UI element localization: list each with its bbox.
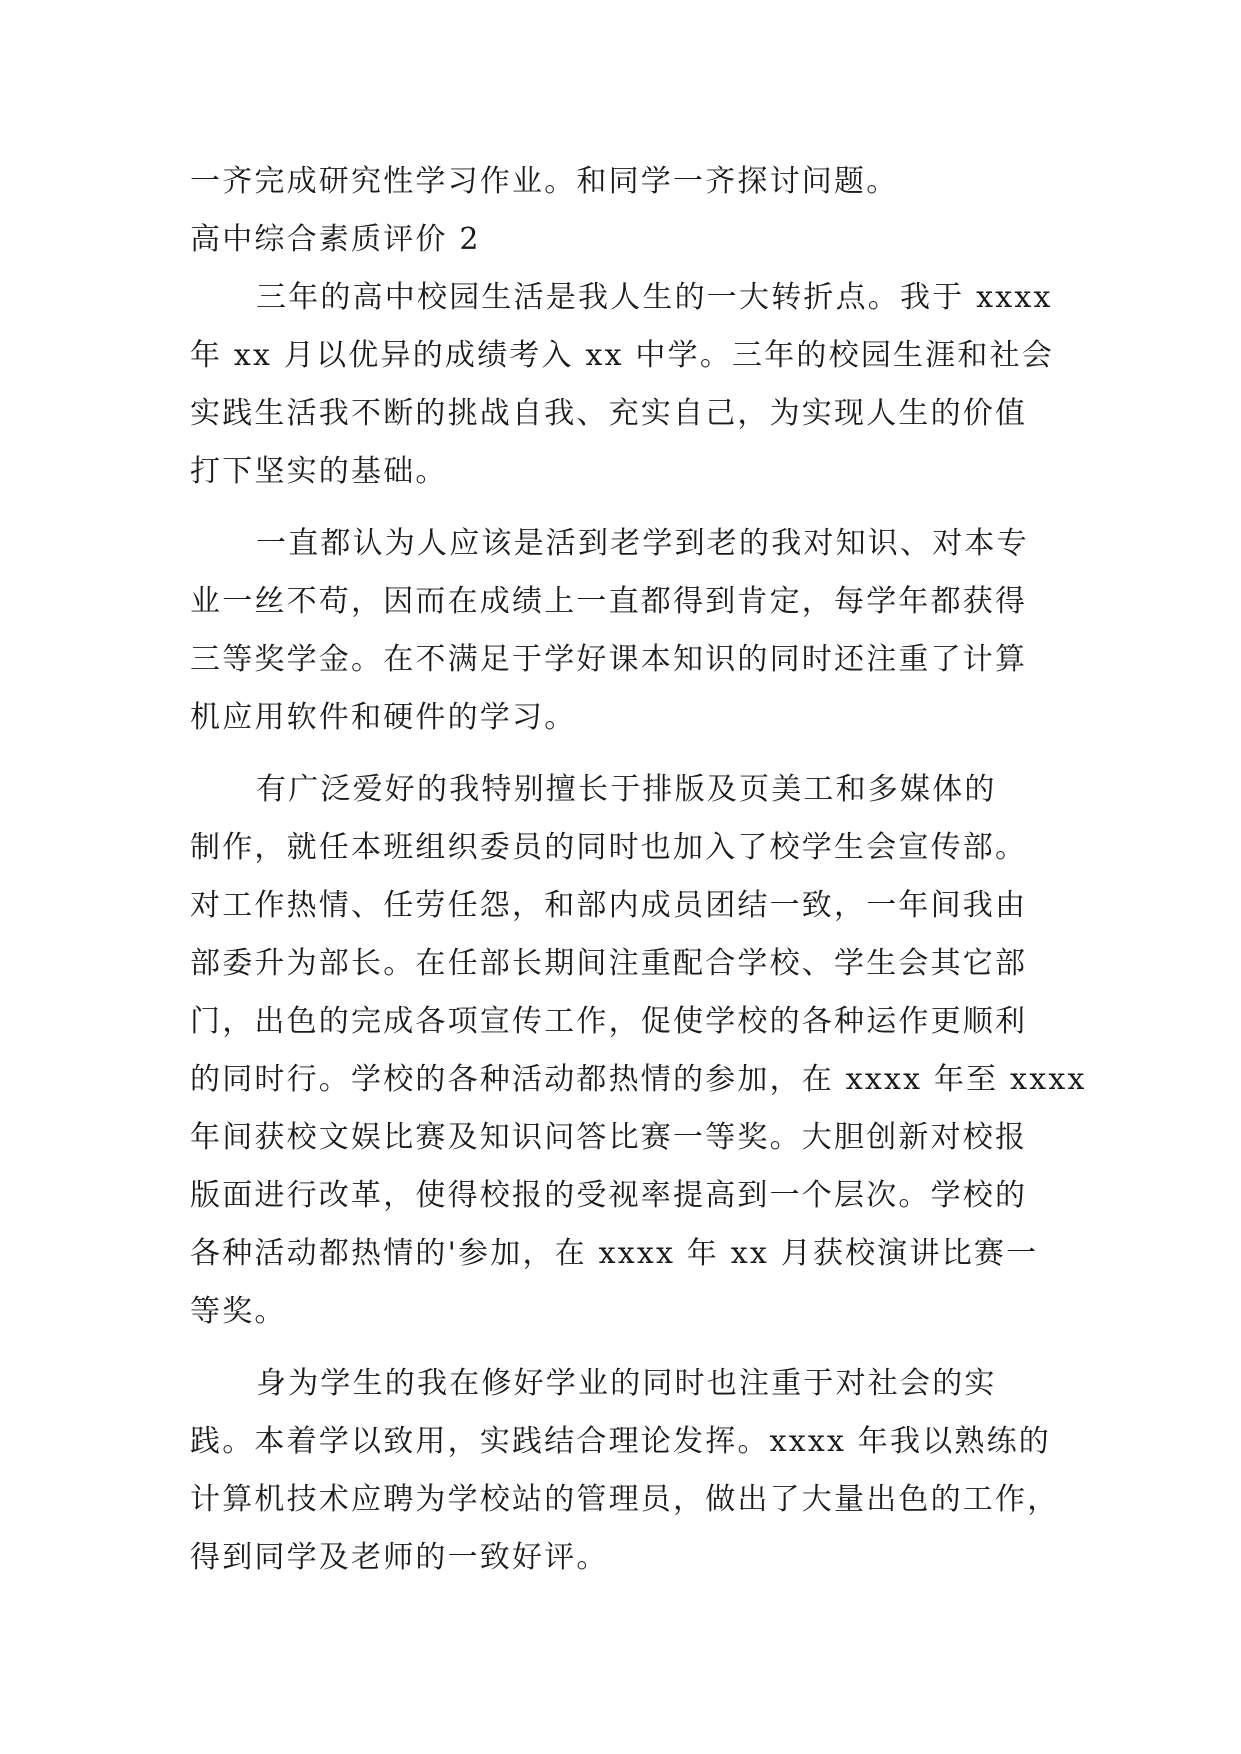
section-heading: 高中综合素质评价 2 xyxy=(190,222,481,257)
paragraph-4 xyxy=(190,1364,1060,1596)
paragraph-line: 制作，就任本班组织委员的同时也加入了校学生会宣传部。 xyxy=(190,830,1028,865)
paragraph-line: 实践生活我不断的挑战自我、充实自己，为实现人生的价值 xyxy=(190,396,1028,431)
paragraph-line: 打下坚实的基础。 xyxy=(190,454,448,489)
document-body xyxy=(190,162,1087,1596)
paragraph-line: 三年的高中校园生活是我人生的一大转折点。我于 xxxx xyxy=(256,280,1053,315)
paragraph-line: 等奖。 xyxy=(190,1294,287,1329)
paragraph-line: 计算机技术应聘为学校站的管理员，做出了大量出色的工作， xyxy=(190,1482,1060,1517)
paragraph-line: 机应用软件和硬件的学习。 xyxy=(190,700,577,735)
paragraph-line: 一直都认为人应该是活到老学到老的我对知识、对本专 xyxy=(256,526,1029,561)
paragraph-line: 的同时行。学校的各种活动都热情的参加，在 xxxx 年至 xxxx xyxy=(190,1062,1087,1097)
paragraph-line: 身为学生的我在修好学业的同时也注重于对社会的实 xyxy=(256,1366,997,1401)
paragraph-line: 各种活动都热情的'参加，在 xxxx 年 xx 月获校演讲比赛一 xyxy=(190,1236,1039,1271)
paragraph-line: 践。本着学以致用，实践结合理论发挥。xxxx 年我以熟练的 xyxy=(190,1424,1052,1459)
paragraph-line: 部委升为部长。在任部长期间注重配合学校、学生会其它部 xyxy=(190,946,1028,981)
paragraph-1 xyxy=(190,278,1055,524)
intro-line: 一齐完成研究性学习作业。和同学一齐探讨问题。 xyxy=(190,164,899,199)
paragraph-line: 业一丝不苟，因而在成绩上一直都得到肯定，每学年都获得 xyxy=(190,584,1028,619)
paragraph-line: 年间获校文娱比赛及知识问答比赛一等奖。大胆创新对校报 xyxy=(190,1120,1028,1155)
paragraph-line: 版面进行改革，使得校报的受视率提高到一个层次。学校的 xyxy=(190,1178,1028,1213)
paragraph-3 xyxy=(190,770,1087,1364)
paragraph-line: 得到同学及老师的一致好评。 xyxy=(190,1540,609,1575)
paragraph-line: 有广泛爱好的我特别擅长于排版及页美工和多媒体的 xyxy=(256,772,997,807)
paragraph-2 xyxy=(190,524,1050,770)
paragraph-line: 门，出色的完成各项宣传工作，促使学校的各种运作更顺利 xyxy=(190,1004,1028,1039)
paragraph-line: 三等奖学金。在不满足于学好课本知识的同时还注重了计算 xyxy=(190,642,1028,677)
paragraph-line: 对工作热情、任劳任怨，和部内成员团结一致，一年间我由 xyxy=(190,888,1028,923)
paragraph-line: 年 xx 月以优异的成绩考入 xx 中学。三年的校园生涯和社会 xyxy=(190,338,1055,373)
